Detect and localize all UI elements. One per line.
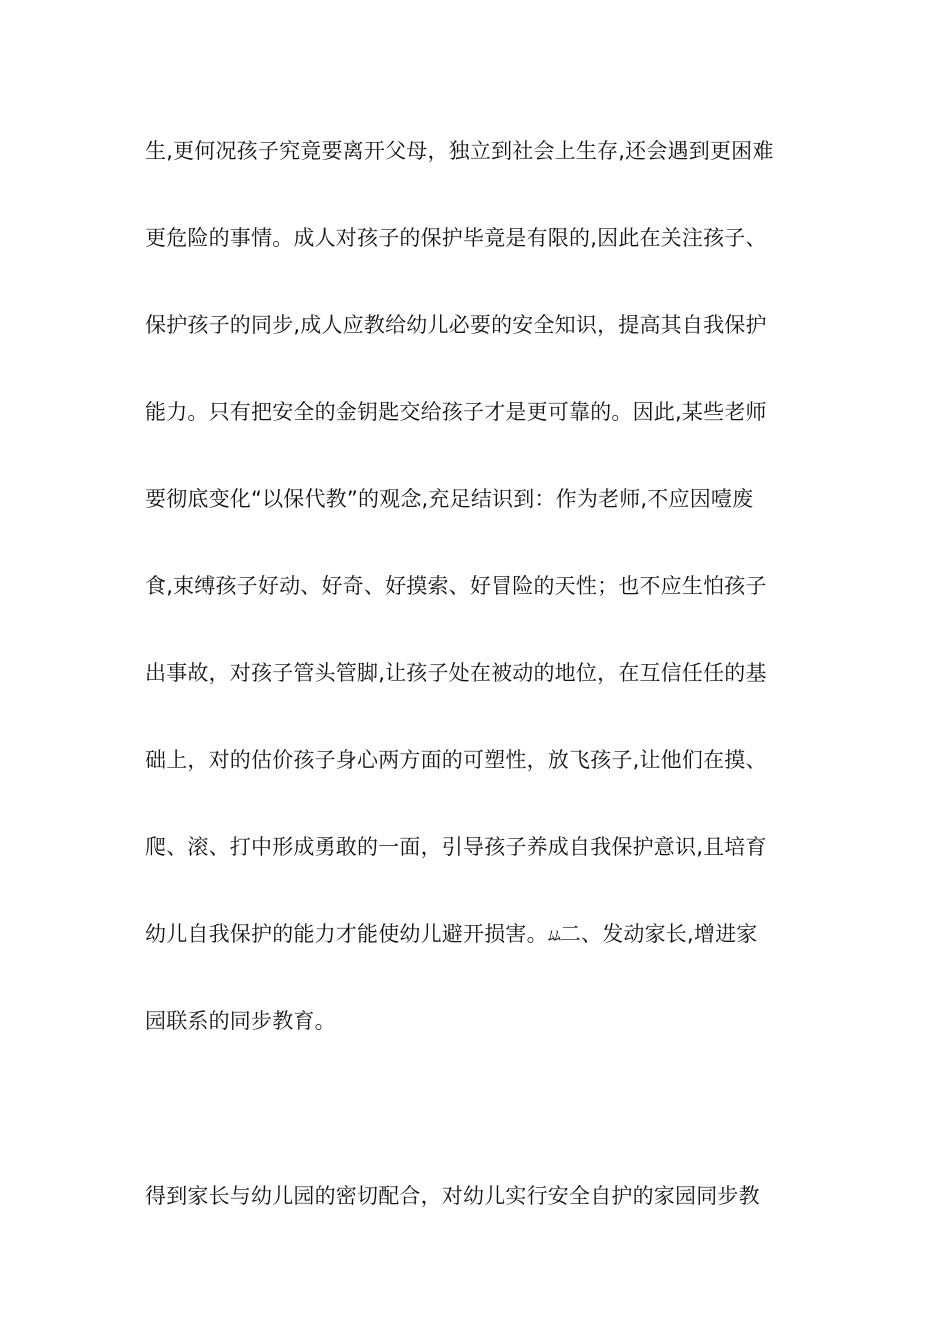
text-line: 要彻底变化“以保代教”的观念,充足结识到：作为老师,不应因噎废 [145, 487, 754, 511]
text-line: 得到家长与幼儿园的密切配合，对幼儿实行安全自护的家园同步教 [145, 1184, 760, 1208]
text-fragment: 二、发动家长,增进家 [559, 922, 758, 946]
text-line: 能力。只有把安全的金钥匙交给孩子才是更可靠的。因此,某些老师 [145, 400, 767, 424]
stray-mark: ﾑﾑ [547, 929, 560, 945]
text-fragment: 幼儿自我保护的能力才能使幼儿避开损害。 [145, 922, 548, 946]
text-line: 园联系的同步教育。 [145, 1009, 336, 1033]
text-line: 更危险的事情。成人对孩子的保护毕竟是有限的,因此在关注孩子、 [145, 226, 767, 250]
text-line [145, 920, 810, 951]
text-line: 食,束缚孩子好动、好奇、好摸索、好冒险的天性；也不应生怕孩子 [145, 574, 767, 598]
text-line: 出事故，对孩子管头管脚,让孩子处在被动的地位，在互信任任的基 [145, 661, 767, 685]
text-line: 础上，对的估价孩子身心两方面的可塑性，放飞孩子,让他们在摸、 [145, 748, 767, 772]
text-line: 保护孩子的同步,成人应教给幼儿必要的安全知识，提高其自我保护 [145, 313, 767, 337]
text-line: 生,更何况孩子究竟要离开父母，独立到社会上生存,还会遇到更困难 [145, 139, 774, 163]
text-line: 爬、滚、打中形成勇敢的一面，引导孩子养成自我保护意识,且培育 [145, 835, 767, 859]
